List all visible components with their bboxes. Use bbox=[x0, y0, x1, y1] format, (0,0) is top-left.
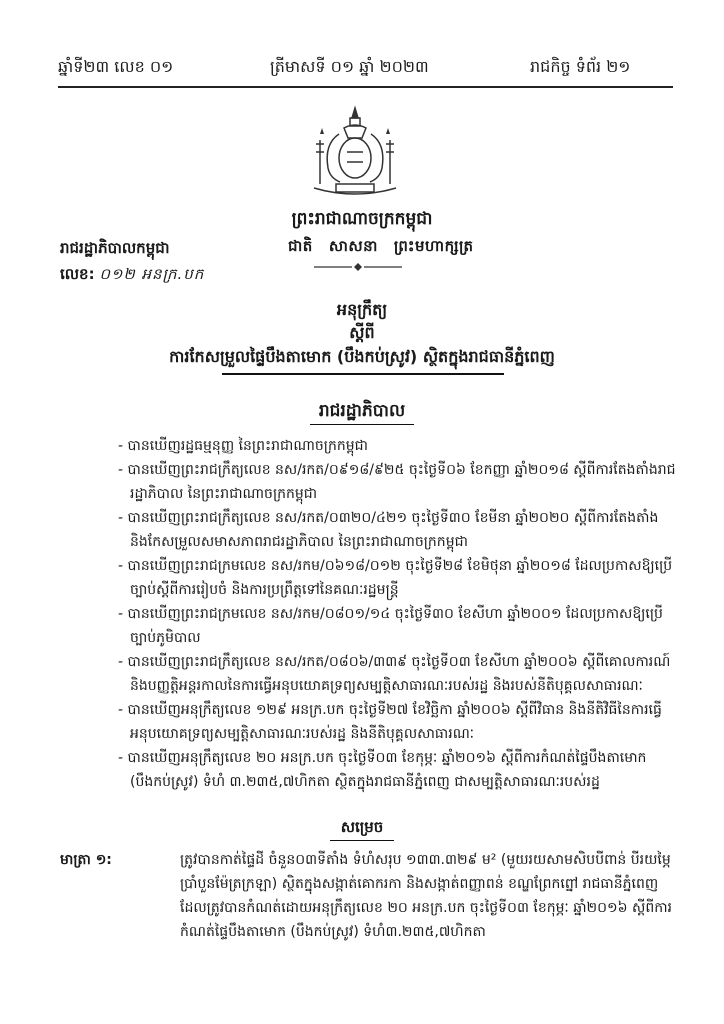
ornament-divider-icon bbox=[312, 262, 404, 272]
article-1-text: ត្រូវបានកាត់ផ្ទៃដី ចំនួន០៣ទីតាំង ទំហំសរុប ១៣៣.៣២៩ ម² (មួយរយសាមសិបបីពាន់ បីរយម្ភៃប្រាំបួនម៉ែត្រក្រឡា) ស្ថិតក្នុងសង្កាត់គោករកា និងសង្កាត់ពញ្ញាពន់ ខណ្ឌព្រែកព្នៅ រាជធានីភ្នំពេញ ដែលត្រូវបានកំណត់ដោយអនុក្រឹត្យលេខ ២០ អនក្រ.បក ចុះថ្ងៃទី០៣ ខែកុម្ភៈ ឆ្នាំ២០១៦ ស្តីពីការកំណត់ផ្ទៃបឹងតាមោក (បឹងកប់ស្រូវ) ទំហំ៣.២៣៥,៧ហិកតា bbox=[180, 852, 672, 940]
visa-item: - បានឃើញព្រះរាជក្រឹត្យលេខ នស/រកត/០៣២០/៤២១ ចុះថ្ងៃទី៣០ ខែមីនា ឆ្នាំ២០២០ ស្តីពីការតែងតាំង និងកែសម្រួលសមាសភាពរាជរដ្ឋាភិបាល នៃព្រះរាជាណាចក្រកម្ពុជា bbox=[118, 510, 659, 550]
header-rule bbox=[58, 86, 673, 88]
document-about: ស្តីពី bbox=[349, 323, 375, 342]
government-name: រាជរដ្ឋាភិបាលកម្ពុជា bbox=[60, 239, 170, 257]
section-underline bbox=[310, 424, 414, 425]
visa-item: - បានឃើញព្រះរាជក្រមលេខ នស/រកម/០៦១៨/០១២ ចុះថ្ងៃទី២៨ ខែមិថុនា ឆ្នាំ២០១៨ ដែលប្រកាសឱ្យប្រើច្បាប់ស្តីពីការរៀបចំ និងការប្រព្រឹត្តទៅនៃគណៈរដ្ឋមន្ត្រី bbox=[118, 558, 673, 598]
visa-item: - បានឃើញព្រះរាជក្រឹត្យលេខ នស/រកត/០៩១៨/៩២៥ ចុះថ្ងៃទី០៦ ខែកញ្ញា ឆ្នាំ២០១៨ ស្តីពីការតែងតាំងរាជរដ្ឋាភិបាល នៃព្រះរាជាណាចក្រកម្ពុជា bbox=[118, 462, 676, 502]
document-title: ការកែសម្រួលផ្ទៃបឹងតាមោក (បឹងកប់ស្រូវ) ស្ថិតក្នុងរាជធានីភ្នំពេញ bbox=[169, 347, 555, 366]
gazette-date: ត្រីមាសទី ០១ ឆ្នាំ ២០២៣ bbox=[270, 57, 429, 76]
reference-value: ០១២ អនក្រ.បក bbox=[99, 265, 205, 283]
visa-item: - បានឃើញព្រះរាជក្រឹត្យលេខ នស/រកត/០៨០៦/៣៣៩ ចុះថ្ងៃទី០៣ ខែសីហា ឆ្នាំ២០០៦ ស្តីពីគោលការណ៍ និងបញ្ញត្តិអន្តរកាលនៃការធ្វើអនុបយោគទ្រព្យសម្បត្តិសាធារណៈរបស់រដ្ឋ និងរបស់នីតិបុគ្គលសាធារណៈ bbox=[118, 654, 671, 694]
visa-list bbox=[118, 434, 678, 794]
section-heading: រាជរដ្ឋាភិបាល bbox=[318, 401, 406, 421]
document-type: អនុក្រឹត្យ bbox=[336, 300, 388, 319]
visa-item: - បានឃើញអនុក្រឹត្យលេខ ២០ អនក្រ.បក ចុះថ្ងៃទី០៣ ខែកុម្ភៈ ឆ្នាំ២០១៦ ស្តីពីការកំណត់ផ្ទៃបឹងតាមោក (បឹងកប់ស្រូវ) ទំហំ ៣.២៣៥,៧ហិកតា ស្ថិតក្នុងរាជធានីភ្នំពេញ ជាសម្បត្តិសាធារណៈរបស់រដ្ឋ bbox=[118, 750, 647, 790]
visa-item: - បានឃើញរដ្ឋធម្មនុញ្ញ នៃព្រះរាជាណាចក្រកម្ពុជា bbox=[118, 438, 368, 454]
national-motto bbox=[288, 237, 490, 259]
visa-item: - បានឃើញព្រះរាជក្រមលេខ នស/រកម/០៨០១/១៤ ចុះថ្ងៃទី៣០ ខែសីហា ឆ្នាំ២០០១ ដែលប្រកាសឱ្យប្រើច្បាប់ភូមិបាល bbox=[118, 606, 663, 646]
visa-item: - បានឃើញអនុក្រឹត្យលេខ ១២៩ អនក្រ.បក ចុះថ្ងៃទី២៧ ខែវិច្ឆិកា ឆ្នាំ២០០៦ ស្តីពីវិធាន និងនីតិវិធីនៃការធ្វើអនុបយោគទ្រព្យសម្បត្តិសាធារណៈរបស់រដ្ឋ និងនីតិបុគ្គលសាធារណៈ bbox=[118, 702, 662, 742]
motto-king: ព្រះមហាក្សត្រ bbox=[393, 237, 474, 255]
gazette-volume: ឆ្នាំទី២៣ លេខ ០១ bbox=[58, 57, 174, 76]
motto-religion: សាសនា bbox=[328, 237, 378, 255]
motto-nation: ជាតិ bbox=[288, 237, 313, 255]
royal-emblem-icon bbox=[300, 104, 410, 200]
kingdom-name: ព្រះរាជាណាចក្រកម្ពុជា bbox=[291, 209, 433, 229]
decision-underline bbox=[330, 840, 394, 841]
reference-number bbox=[60, 265, 204, 287]
title-underline bbox=[222, 373, 504, 375]
gazette-page: រាជកិច្ច ទំព័រ ២១ bbox=[530, 57, 631, 76]
reference-label: លេខ: bbox=[60, 265, 95, 283]
decision-heading: សម្រេច bbox=[340, 818, 384, 836]
article-1-label: មាត្រា ១: bbox=[60, 852, 112, 868]
